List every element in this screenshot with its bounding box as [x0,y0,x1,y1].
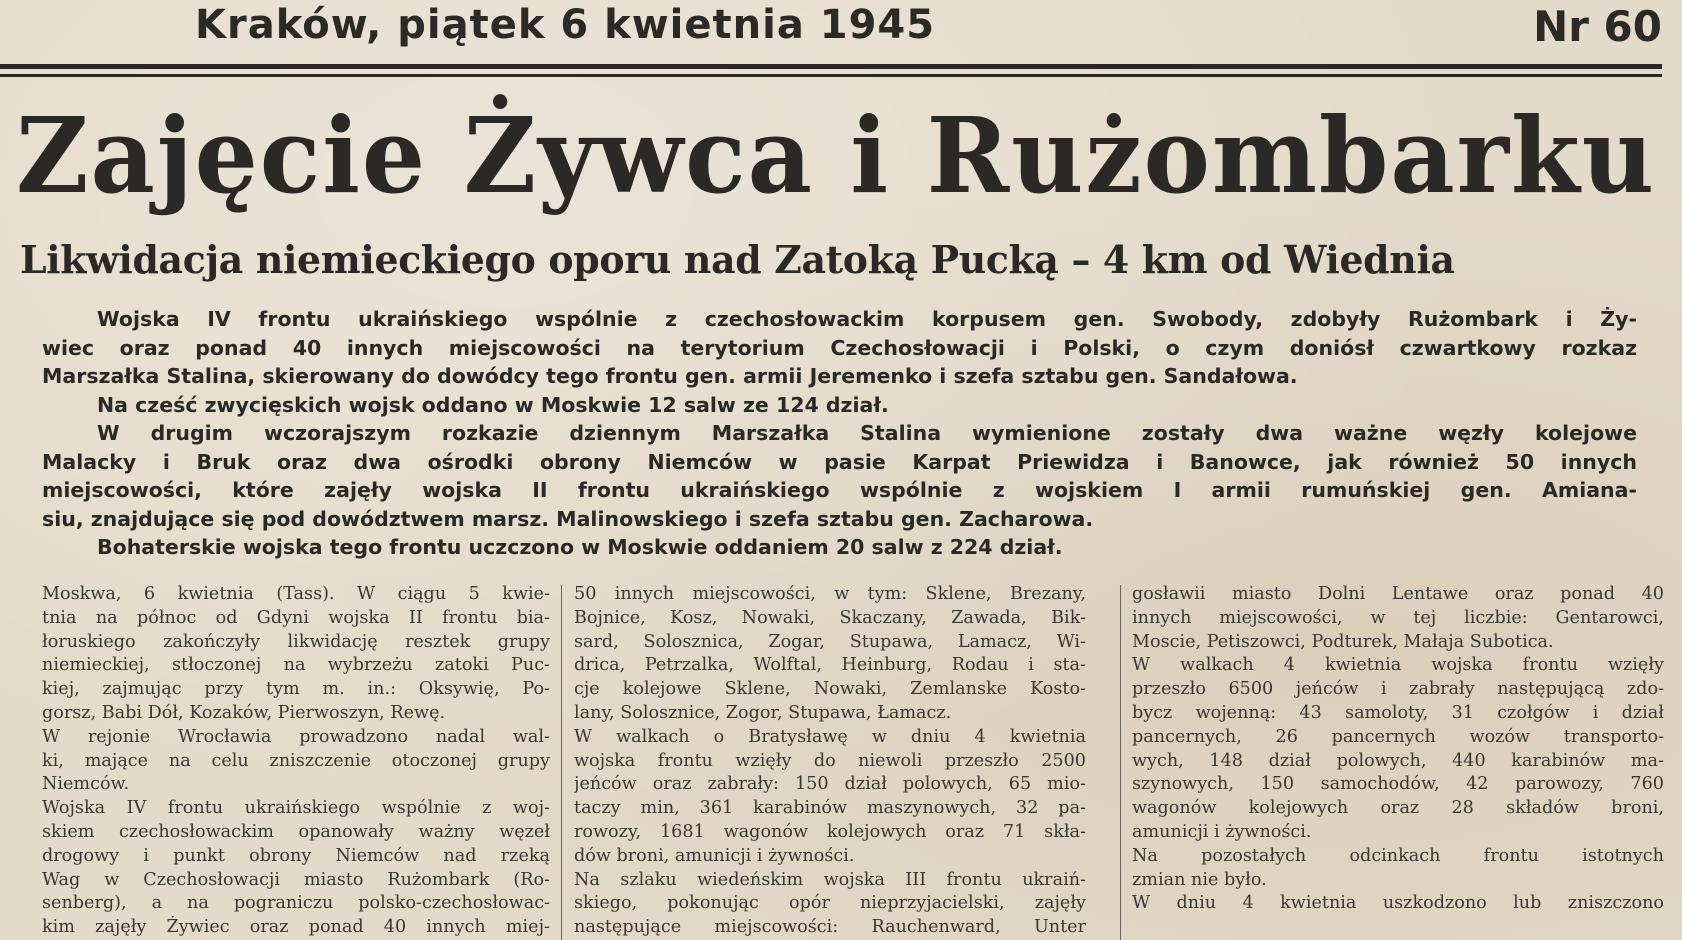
column-line: Wojska IV frontu ukraińskiego wspólnie z woj- [42,798,550,819]
masthead-rule-thin [0,74,1662,77]
column-line: W walkach 4 kwietnia wojska frontu wzięły [1132,655,1664,676]
issue-number: Nr 60 [1533,2,1662,51]
lead-line: Na cześć zwycięskich wojsk oddano w Moskwie 12 salw ze 124 dział. [97,392,889,417]
lead-line: W drugim wczorajszym rozkazie dziennym Marszałka Stalina wymienione zostały dwa ważne węzły kolejowe [97,421,1637,445]
column-line: ki, mające na celu zniszczenie otoczonej grupy [42,750,550,771]
column-line: Na szlaku wiedeńskim wojska III frontu ukraiń- [574,869,1086,890]
column-line: skiego, pokonując opór nieprzyjacielski, zajęły [574,893,1086,914]
column-line: 50 innych miejscowości, w tym: Sklene, Brezany, [574,584,1086,604]
column-line: kiej, zajmując przy tym m. in.: Oksywię, Po- [42,679,550,700]
column-line: gorsz, Babi Dół, Kozaków, Pierwoszyn, Rewę. [42,702,446,723]
column-line: kim zajęły Żywiec oraz ponad 40 innych miej- [42,917,550,938]
column-line: Niemców. [42,774,130,795]
column-line: dów broni, amunicji i żywności. [574,845,855,866]
column-line: W dniu 4 kwietnia uszkodzono lub zniszczono [1132,893,1664,914]
column-line: wych, 148 dział polowych, 440 karabinów ma- [1132,750,1664,771]
column-line: zmian nie było. [1132,869,1267,890]
column-line: pancernych, 26 pancernych wozów transporto- [1132,726,1664,747]
column-line: jeńców oraz zabrały: 150 dział polowych, 65 mio- [574,774,1086,795]
lead-line: wiec oraz ponad 40 innych miejscowości na terytorium Czechosłowacji i Polski, o czym doniósł czwartkowy rozkaz [42,335,1637,360]
column-line: Bojnice, Kosz, Nowaki, Skaczany, Zawada, Bik- [574,607,1086,628]
column-divider [561,585,562,940]
column-divider [1120,585,1121,940]
column-line: drogowy i punkt obrony Niemców nad rzeką [42,845,550,866]
masthead-dateline: Kraków, piątek 6 kwietnia 1945 [195,2,936,48]
column-line: łoruskiego zakończyły likwidację resztek grupy [42,631,550,652]
column-line: szynowych, 150 samochodów, 42 parowozy, 760 [1132,774,1664,795]
column-line: amunicji i żywności. [1132,821,1312,842]
article-column-2 [574,583,1086,940]
column-line: cje kolejowe Sklene, Nowaki, Zemlanske Kosto- [574,679,1086,700]
column-line: tnia na północ od Gdyni wojska II frontu bia- [42,607,550,628]
column-line: lany, Solosznice, Zogor, Stupawa, Łamacz. [574,702,952,723]
article-column-3 [1132,583,1664,916]
lead-line: Bohaterskie wojska tego frontu uczczono w Moskwie oddaniem 20 salw z 224 dział. [97,535,1063,559]
article-column-1 [42,583,550,940]
column-line: następujące miejscowości: Rauchenward, Unter [574,917,1086,938]
column-line: przeszło 6500 jeńców i zabrały następującą zdo- [1132,679,1664,700]
column-line: skiem czechosłowackim opanowały ważny węzeł [42,821,550,842]
column-line: wagonów kolejowych oraz 28 składów broni, [1132,798,1664,819]
sub-headline: Likwidacja niemieckiego oporu nad Zatoką Pucką – 4 km od Wiednia [20,237,1455,282]
lead-line: miejscowości, które zajęły wojska II frontu ukraińskiego wspólnie z wojskiem I armii rumuńskiej gen. Amiana- [42,478,1637,502]
lead-line: Malacky i Bruk oraz dwa ośrodki obrony Niemców w pasie Karpat Priewidza i Banowce, jak również 50 innych [42,449,1637,474]
column-line: Moscie, Petiszowci, Podturek, Małaja Subotica. [1132,631,1554,652]
column-line: niemieckiej, stłoczonej na wybrzeżu zatoki Puc- [42,655,550,676]
masthead-rule-thick [0,64,1662,69]
main-headline: Zajęcie Żywca i Rużombarku [16,94,1656,217]
column-line: wojska frontu wzięły do niewoli przeszło 2500 [574,750,1086,771]
column-line: drica, Petrzalka, Wolftal, Heinburg, Rodau i sta- [574,655,1086,676]
column-line: W rejonie Wrocławia prowadzono nadal wal- [42,726,550,747]
column-line: Na pozostałych odcinkach frontu istotnych [1132,845,1664,866]
column-line: sard, Solosznica, Zogar, Stupawa, Lamacz, Wi- [574,631,1086,652]
column-line: W walkach o Bratysławę w dniu 4 kwietnia [574,726,1086,747]
column-line: gosławii miasto Dolni Lentawe oraz ponad 40 [1132,584,1664,604]
lead-paragraph [42,305,1637,562]
lead-line: Marszałka Stalina, skierowany do dowódcy tego frontu gen. armii Jeremenko i szefa sztabu gen. Sandałowa. [42,364,1298,388]
column-line: senberg), a na pograniczu polsko-czechosłowac- [42,893,550,914]
column-line: Moskwa, 6 kwietnia (Tass). W ciągu 5 kwie- [42,584,550,604]
lead-line: siu, znajdujące się pod dowództwem marsz. Malinowskiego i szefa sztabu gen. Zacharowa. [42,506,1094,531]
column-line: Wag w Czechosłowacji miasto Rużombark (Ro- [42,869,550,890]
column-line: rowozy, 1681 wagonów kolejowych oraz 71 skła- [574,821,1086,842]
column-line: innych miejscowości, w tej liczbie: Gentarowci, [1132,607,1664,628]
column-line: bycz wojenną: 43 samoloty, 31 czołgów i dział [1132,702,1664,723]
column-line: taczy min, 361 karabinów maszynowych, 32 pa- [574,798,1086,819]
lead-line: Wojska IV frontu ukraińskiego wspólnie z czechosłowackim korpusem gen. Swobody, zdobyły Rużombark i Ży- [97,307,1637,331]
